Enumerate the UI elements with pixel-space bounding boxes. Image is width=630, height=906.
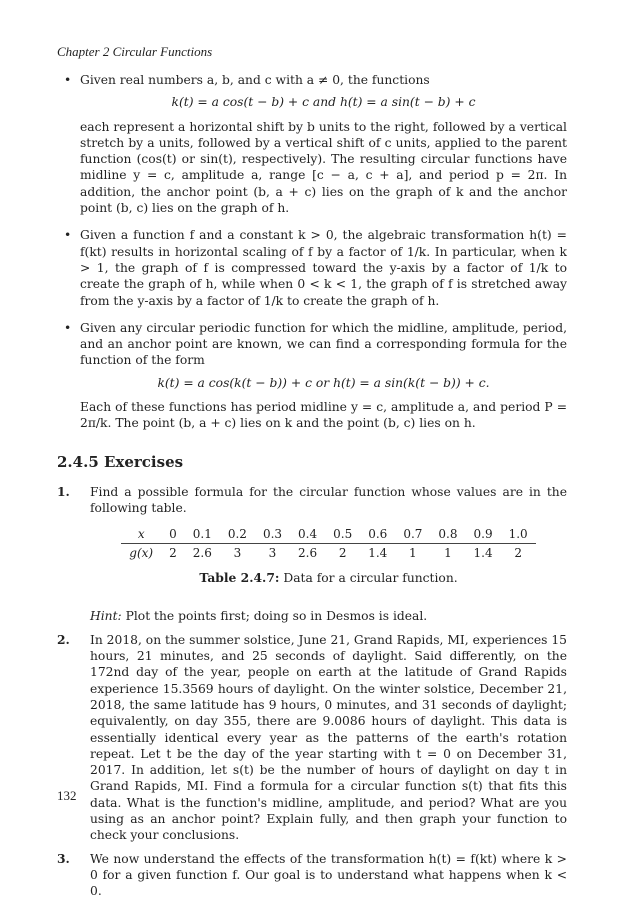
table-row-g [121, 543, 535, 562]
bullet-1-equation: k(t) = a cos(t − b) + c and h(t) = a sin(t − b) + c [171, 95, 476, 110]
bullet-dot-icon: • [64, 228, 72, 243]
table-cell: 2.6 [298, 545, 318, 560]
table-cell: 0.1 [185, 525, 220, 544]
page-number: 132 [57, 788, 77, 803]
table-cell: 0.2 [220, 525, 255, 544]
main-content [57, 72, 567, 906]
summary-bullet-1 [57, 72, 567, 216]
table-cell: 1.0 [501, 525, 536, 544]
running-header: Chapter 2 Circular Functions [57, 44, 213, 59]
table-cell: 0.7 [395, 525, 430, 544]
summary-bullet-3 [57, 320, 567, 432]
bullet-2-body: Given a function f and a constant k > 0, the algebraic transformation h(t) = f(kt) results in horizontal scaling of f by a factor of 1/k. In particular, when k > 1, the graph of f is compressed toward the y-axis by a factor of 1/k to create the graph of h, while when 0 < k < 1, the graph of f is stretched away from the y-axis by a factor of 1/k to create the graph of h. [80, 228, 567, 308]
table-cell: 0 [161, 525, 185, 544]
table-cell: 1 [444, 545, 452, 560]
table-caption [90, 570, 567, 586]
table-caption-text: Data for a circular function. [283, 571, 458, 586]
table-cell: 3 [233, 545, 242, 560]
table-cell: 0.9 [466, 525, 501, 544]
exercise-3-text: We now understand the effects of the transformation h(t) = f(kt) where k > 0 for a given function f. Our goal is to understand what happens when k < 0. [90, 851, 567, 899]
table-cell: 0.4 [290, 525, 325, 544]
section-title: 2.4.5 Exercises [57, 452, 184, 471]
table-cell: 0.3 [255, 525, 290, 544]
bullet-3-equation: k(t) = a cos(k(t − b)) + c or h(t) = a sin(k(t − b)) + c. [157, 375, 490, 390]
table-cell: 1.4 [368, 545, 388, 560]
exercise-2 [57, 632, 567, 844]
table-cell: 0.8 [430, 525, 465, 544]
table-cell: 2 [169, 545, 177, 560]
exercise-number: 3. [57, 850, 70, 866]
exercise-hint [90, 608, 567, 624]
exercise-1 [57, 484, 567, 625]
bullet-1-body: each represent a horizontal shift by b units to the right, followed by a vertical stretch by a units, followed by a vertical shift of c units, applied to the parent function (cos(t) or sin(t), respectively). The resulting circular functions have midline y = c, amplitude a, range [c − a, c + a], and period p = 2π. In addition, the anchor point (b, a + c) lies on the graph of k and the anchor point (b, c) lies on the graph of h. [80, 119, 567, 216]
data-table [121, 525, 535, 563]
table-cell: 3 [268, 545, 277, 560]
exercise-1-text: Find a possible formula for the circular function whose values are in the following table. [90, 484, 567, 516]
bullet-3-body: Each of these functions has period midline y = c, amplitude a, and period P = 2π/k. The point (b, a + c) lies on k and the point (b, c) lies on h. [80, 400, 567, 431]
table-row-label: x [121, 525, 161, 544]
table-cell: 1.4 [473, 545, 493, 560]
exercise-number: 1. [57, 483, 70, 499]
summary-bullet-2 [57, 227, 567, 308]
hint-text: Plot the points first; doing so in Desmos is ideal. [125, 609, 428, 624]
table-cell: 0.5 [325, 525, 360, 544]
table-row-x [121, 525, 535, 544]
table-cell: 0.6 [360, 525, 395, 544]
bullet-3-intro: Given any circular periodic function for which the midline, amplitude, period, and an anchor point are known, we can find a corresponding formula for the function of the form [80, 320, 567, 368]
bullet-dot-icon: • [64, 320, 72, 335]
bullet-dot-icon: • [64, 73, 72, 87]
table-cell: 2 [514, 545, 522, 560]
exercise-2-text: In 2018, on the summer solstice, June 21, Grand Rapids, MI, experiences 15 hours, 21 minutes, and 25 seconds of daylight. Said differently, on the 172nd day of the year, people on earth at the latitude of Grand Rapids experience 15.3569 hours of daylight. On the winter solstice, December 21, 2018, the same latitude has 9 hours, 0 minutes, and 31 seconds of daylight; equivalently, on day 355, there are 9.0086 hours of daylight. This data is essentially identical every year as the patterns of the earth's rotation repeat. Let t be the day of the year starting with t = 0 on December 31, 2017. In addition, let s(t) be the number of hours of daylight on day t in Grand Rapids, MI. Find a formula for a circular function s(t) that fits this data. What is the function's midline, amplitude, and period? What are you using as an anchor point? Explain fully, and then graph your function to check your conclusions. [90, 632, 568, 843]
bullet-1-intro: Given real numbers a, b, and c with a ≠ 0, the functions [80, 73, 430, 87]
exercise-number: 2. [57, 631, 70, 647]
table-cell: 1 [409, 545, 417, 560]
hint-label: Hint: [90, 609, 122, 624]
table-cell: 2.6 [192, 545, 212, 560]
table-caption-label: Table 2.4.7: [199, 570, 280, 586]
exercise-3 [57, 851, 567, 900]
table-cell: 2 [338, 545, 347, 560]
table-row-label: g(x) [129, 545, 154, 560]
